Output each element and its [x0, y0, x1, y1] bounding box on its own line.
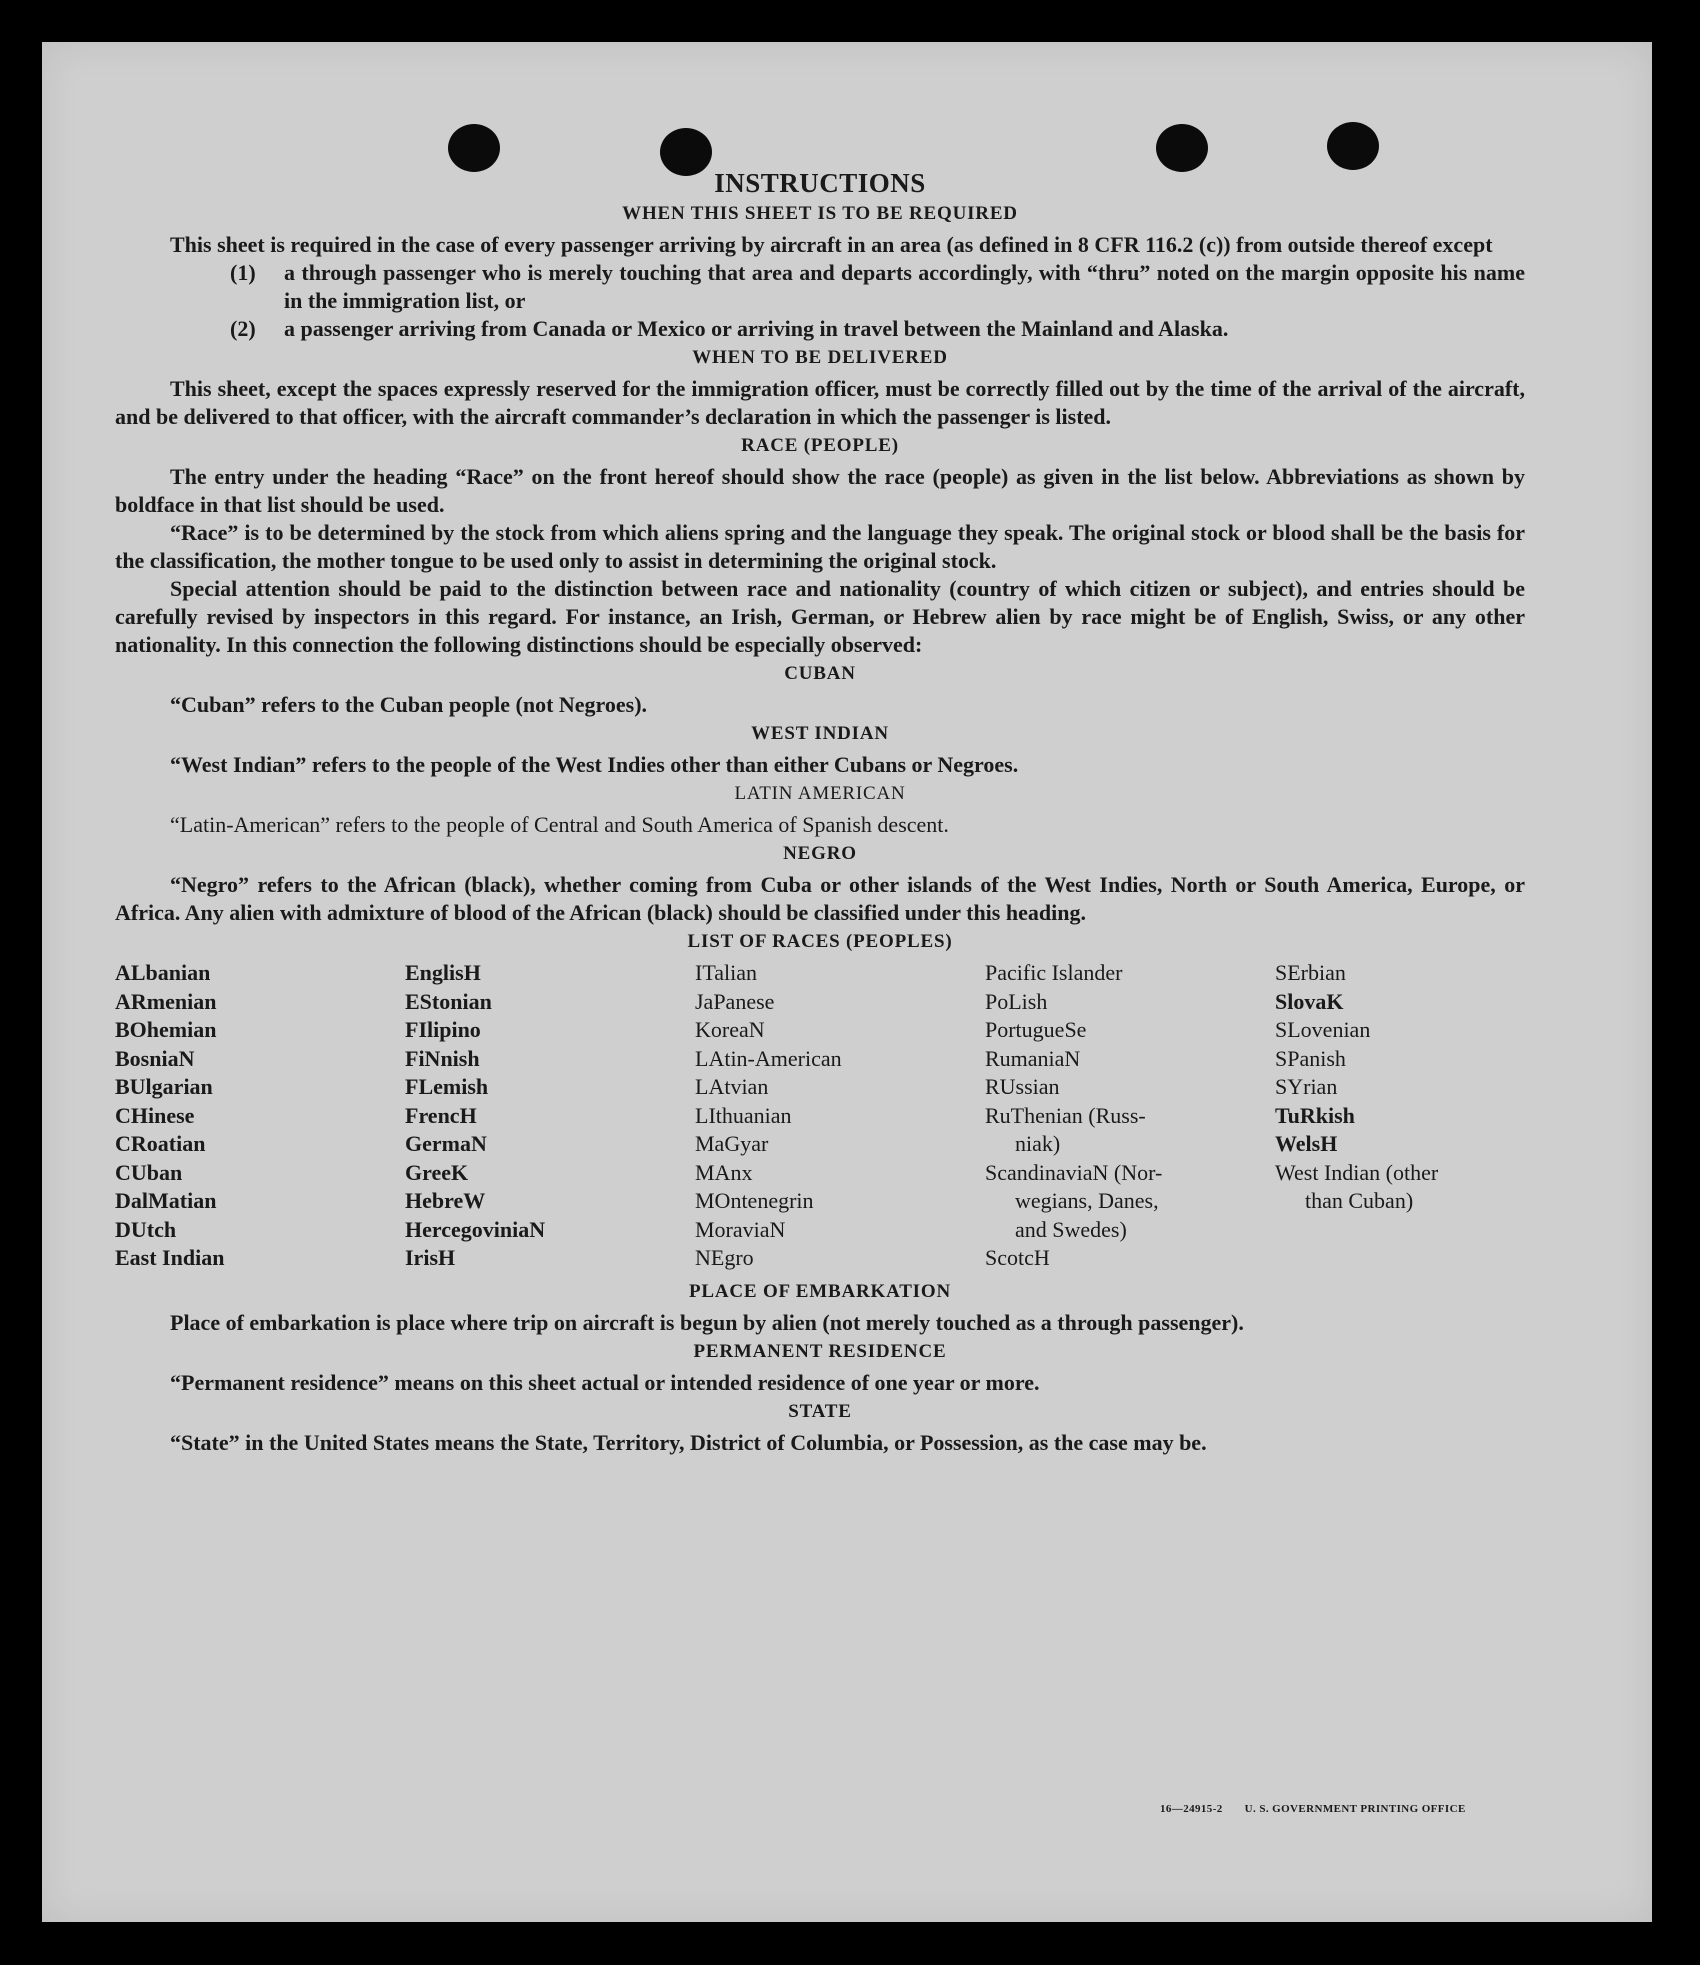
race-entry: FLemish	[405, 1074, 489, 1099]
heading-latin-american: LATIN AMERICAN	[734, 783, 906, 804]
heading-negro: NEGRO	[783, 843, 857, 864]
race-paragraph-3: Special attention should be paid to the distinction between race and nationality (country of which citizen or subject), and entries should be carefully revised by inspectors in this regard. For instance, an Irish, German, or Hebrew alien by race might be of English, Swiss, or any other nationality. In this connection the following distinctions should be especially observed:	[115, 576, 1525, 657]
heading-cuban: CUBAN	[784, 663, 856, 684]
heading-residence: PERMANENT RESIDENCE	[693, 1340, 947, 1362]
race-entry: ARmenian	[115, 988, 217, 1014]
race-entry: PortugueSe	[985, 1017, 1087, 1042]
race-entry: ALbanian	[115, 960, 211, 985]
heading-when-required: WHEN THIS SHEET IS TO BE REQUIRED	[622, 203, 1018, 224]
printer-imprint: U. S. GOVERNMENT PRINTING OFFICE	[1244, 1803, 1466, 1815]
race-entry: KoreaN	[695, 1017, 765, 1042]
race-paragraph-1: The entry under the heading “Race” on the front hereof should show the race (people) as given in the list below. Abbreviations as shown by boldface in that list should be used.	[115, 464, 1525, 517]
footer-imprint	[1160, 1803, 1466, 1815]
races-list	[115, 959, 1525, 1273]
race-entry: West Indian (other	[1275, 1159, 1439, 1185]
heading-when-delivered: WHEN TO BE DELIVERED	[692, 347, 948, 368]
race-entry: CHinese	[115, 1102, 195, 1128]
heading-race: RACE (PEOPLE)	[741, 435, 899, 456]
race-entry: ITalian	[695, 960, 757, 985]
race-entry-continued: niak)	[1015, 1131, 1061, 1156]
race-entry: IrisH	[405, 1245, 456, 1270]
race-entry: BOhemian	[115, 1017, 217, 1042]
races-column	[985, 959, 1275, 1273]
race-entry: RuThenian (Russ-	[985, 1102, 1146, 1128]
residence-text: “Permanent residence” means on this sheet actual or intended residence of one year or more.	[170, 1369, 1040, 1395]
race-entry: SErbian	[1275, 960, 1346, 985]
race-entry: MaGyar	[695, 1131, 769, 1156]
race-entry: GermaN	[405, 1131, 487, 1156]
exception-item	[230, 259, 1525, 315]
race-entry: DalMatian	[115, 1188, 217, 1213]
race-entry: JaPanese	[695, 988, 775, 1014]
race-entry: RUssian	[985, 1074, 1060, 1099]
latin-american-text: “Latin-American” refers to the people of Central and South America of Spanish descent.	[170, 812, 949, 837]
races-column	[695, 959, 985, 1273]
exception-item	[230, 315, 1525, 343]
race-paragraph-2: “Race” is to be determined by the stock from which aliens spring and the language they speak. The original stock or blood shall be the basis for the classification, the mother tongue to be used only to assist in determining the original stock.	[115, 520, 1525, 573]
exception-number: (2)	[230, 316, 256, 341]
race-entry: RumaniaN	[985, 1045, 1081, 1071]
race-entry: WelsH	[1275, 1131, 1338, 1156]
race-entry: BUlgarian	[115, 1074, 213, 1099]
form-number: 16—24915-2	[1160, 1803, 1223, 1815]
race-entry-continued: wegians, Danes,	[1015, 1188, 1159, 1213]
west-indian-text: “West Indian” refers to the people of the West Indies other than either Cubans or Negroes.	[170, 752, 1019, 777]
race-entry: HebreW	[405, 1188, 486, 1213]
race-entry: NEgro	[695, 1245, 754, 1270]
race-entry: East Indian	[115, 1245, 225, 1270]
exception-number: (1)	[230, 260, 256, 285]
race-entry: SYrian	[1275, 1074, 1338, 1099]
when-delivered-text: This sheet, except the spaces expressly reserved for the immigration officer, must be correctly filled out by the time of the arrival of the aircraft, and be delivered to that officer, with the aircraft commander’s declaration in which the passenger is listed.	[115, 376, 1525, 429]
race-entry: SLovenian	[1275, 1017, 1371, 1042]
punch-hole	[448, 124, 500, 172]
race-entry: SPanish	[1275, 1045, 1346, 1071]
race-entry: FrencH	[405, 1102, 477, 1128]
race-entry: ScandinaviaN (Nor-	[985, 1159, 1163, 1185]
race-entry: MOntenegrin	[695, 1188, 814, 1213]
race-entry: HercegoviniaN	[405, 1216, 546, 1242]
race-entry-continued: than Cuban)	[1305, 1188, 1414, 1213]
exception-text: a passenger arriving from Canada or Mexico or arriving in travel between the Mainland and Alaska.	[284, 316, 1229, 341]
punch-hole	[1156, 124, 1208, 172]
race-entry: LAtvian	[695, 1074, 769, 1099]
race-entry: MoraviaN	[695, 1216, 786, 1242]
race-entry: FiNnish	[405, 1045, 480, 1071]
races-column	[115, 959, 405, 1273]
race-entry: TuRkish	[1275, 1102, 1355, 1128]
page-title: INSTRUCTIONS	[714, 168, 926, 198]
exception-text: a through passenger who is merely touching that area and departs accordingly, with “thru” noted on the margin opposite his name in the immigration list, or	[284, 260, 1525, 313]
state-text: “State” in the United States means the State, Territory, District of Columbia, or Possession, as the case may be.	[170, 1429, 1207, 1455]
race-entry: Pacific Islander	[985, 960, 1123, 985]
race-entry: FIlipino	[405, 1017, 481, 1042]
races-column	[1275, 959, 1515, 1273]
race-entry: CUban	[115, 1159, 183, 1185]
race-entry: EStonian	[405, 988, 492, 1014]
race-entry: SlovaK	[1275, 988, 1344, 1014]
race-entry: LIthuanian	[695, 1102, 792, 1128]
when-required-intro: This sheet is required in the case of every passenger arriving by aircraft in an area (as defined in 8 CFR 116.2 (c)) from outside thereof except	[170, 232, 1493, 257]
race-entry: PoLish	[985, 988, 1048, 1014]
race-entry: ScotcH	[985, 1245, 1050, 1270]
races-column	[405, 959, 695, 1273]
heading-embarkation: PLACE OF EMBARKATION	[689, 1280, 951, 1302]
race-entry: LAtin-American	[695, 1045, 842, 1071]
race-entry: EnglisH	[405, 960, 481, 985]
race-entry: BosniaN	[115, 1045, 195, 1071]
heading-list-of-races: LIST OF RACES (PEOPLES)	[687, 931, 953, 952]
negro-text: “Negro” refers to the African (black), whether coming from Cuba or other islands of the West Indies, North or South America, Europe, or Africa. Any alien with admixture of blood of the African (black) should be classified under this heading.	[115, 872, 1525, 925]
embarkation-text: Place of embarkation is place where trip on aircraft is begun by alien (not merely touched as a through passenger).	[170, 1309, 1244, 1335]
race-entry: DUtch	[115, 1216, 177, 1242]
race-entry-continued: and Swedes)	[1015, 1216, 1127, 1242]
race-entry: MAnx	[695, 1159, 753, 1185]
punch-hole	[1327, 122, 1379, 170]
heading-west-indian: WEST INDIAN	[751, 723, 889, 744]
race-entry: CRoatian	[115, 1131, 206, 1156]
race-entry: GreeK	[405, 1159, 469, 1185]
cuban-text: “Cuban” refers to the Cuban people (not Negroes).	[170, 692, 648, 717]
heading-state: STATE	[788, 1400, 852, 1422]
instructions-content	[115, 168, 1525, 1457]
